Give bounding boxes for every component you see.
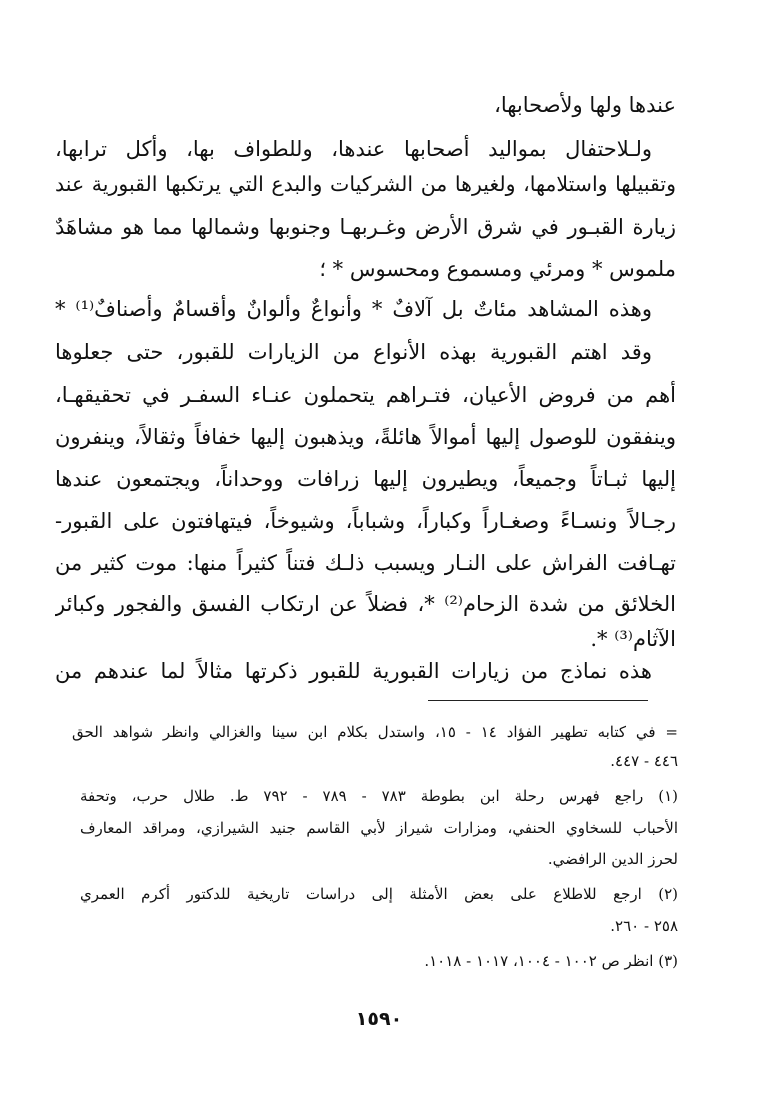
- footnote-line-7: ٢٥٨ - ٢٦٠.: [610, 917, 678, 935]
- footnote-line-1: = في كتابه تطهير الفؤاد ١٤ - ١٥، واستدل بكلام ابن سينا والغزالي وانظر شواهد الحق: [72, 723, 678, 741]
- body-line-9: وينفقون للوصول إليها أموالاً هائلةً، ويذهبون إليها خفافاً وثقالاً، وينفرون: [55, 425, 676, 449]
- body-line-10: إليها ثبـاتاً وجميعاً، ويطيرون إليها زرافات ووحداناً، ويجتمعون عندها: [55, 467, 676, 491]
- body-line-11: رجـالاً ونسـاءً وصغـاراً وكباراً، وشباباً، وشيوخاً، فيتهافتون على القبور-: [55, 509, 676, 533]
- footnote-line-5: لحرز الدين الرافضي.: [547, 850, 678, 868]
- body-line-4: زيارة القبـور في شرق الأرض وغـربهـا وجنوبها وشمالها مما هو مشاهَدٌ: [55, 215, 676, 239]
- body-line-7: وقد اهتم القبورية بهذه الأنواع من الزيارات للقبور، حتى جعلوها: [55, 340, 652, 364]
- footnote-line-8: (٣) انظر ص ١٠٠٢ - ١٠٠٤، ١٠١٧ - ١٠١٨.: [424, 952, 678, 970]
- body-line-6: وهذه المشاهد مئاتٌ بل آلافٌ * وأنواعٌ وألوانٌ وأقسامٌ وأصنافٌ⁽¹⁾ *: [55, 297, 652, 321]
- footnote-line-2: ٤٤٦ - ٤٤٧.: [610, 752, 678, 770]
- body-line-13: الخلائق من شدة الزحام⁽²⁾ *، فضلاً عن ارتكاب الفسق والفجور وكبائر: [55, 592, 676, 616]
- body-line-1: عندها ولها ولأصحابها،: [494, 93, 676, 117]
- body-line-14: الآثام⁽³⁾ *.: [590, 627, 676, 651]
- body-line-12: تهـافت الفراش على النـار ويسبب ذلـك فتناً كثيراً منها: موت كثير من: [55, 551, 676, 575]
- body-line-15: هذه نماذج من زيارات القبورية للقبور ذكرتها مثالاً لما عندهم من: [55, 659, 652, 683]
- body-line-3: وتقبيلها واستلامها، ولغيرها من الشركيات والبدع التي يرتكبها القبورية عند: [55, 172, 676, 196]
- footnote-separator: [428, 700, 648, 701]
- page-number: ١٥٩٠: [355, 1008, 403, 1030]
- body-line-8: أهم من فروض الأعيان، فتـراهم يتحملون عنـاء السفـر في تحقيقهـا،: [55, 383, 676, 407]
- footnote-line-6: (٢) ارجع للاطلاع على بعض الأمثلة إلى دراسات تاريخية للدكتور أكرم العمري: [80, 885, 678, 903]
- body-line-5: ملموس * ومرئي ومسموع ومحسوس * ؛: [319, 257, 676, 281]
- footnote-line-3: (١) راجع فهرس رحلة ابن بطوطة ٧٨٣ - ٧٨٩ - ٧٩٢ ط. طلال حرب، وتحفة: [80, 787, 678, 805]
- footnote-line-4: الأحباب للسخاوي الحنفي، ومزارات شيراز لأبي القاسم جنيد الشيرازي، ومراقد المعارف: [80, 819, 678, 837]
- body-line-2: ولـلاحتفال بمواليد أصحابها عندها، وللطواف بها، وأكل ترابها،: [55, 137, 652, 161]
